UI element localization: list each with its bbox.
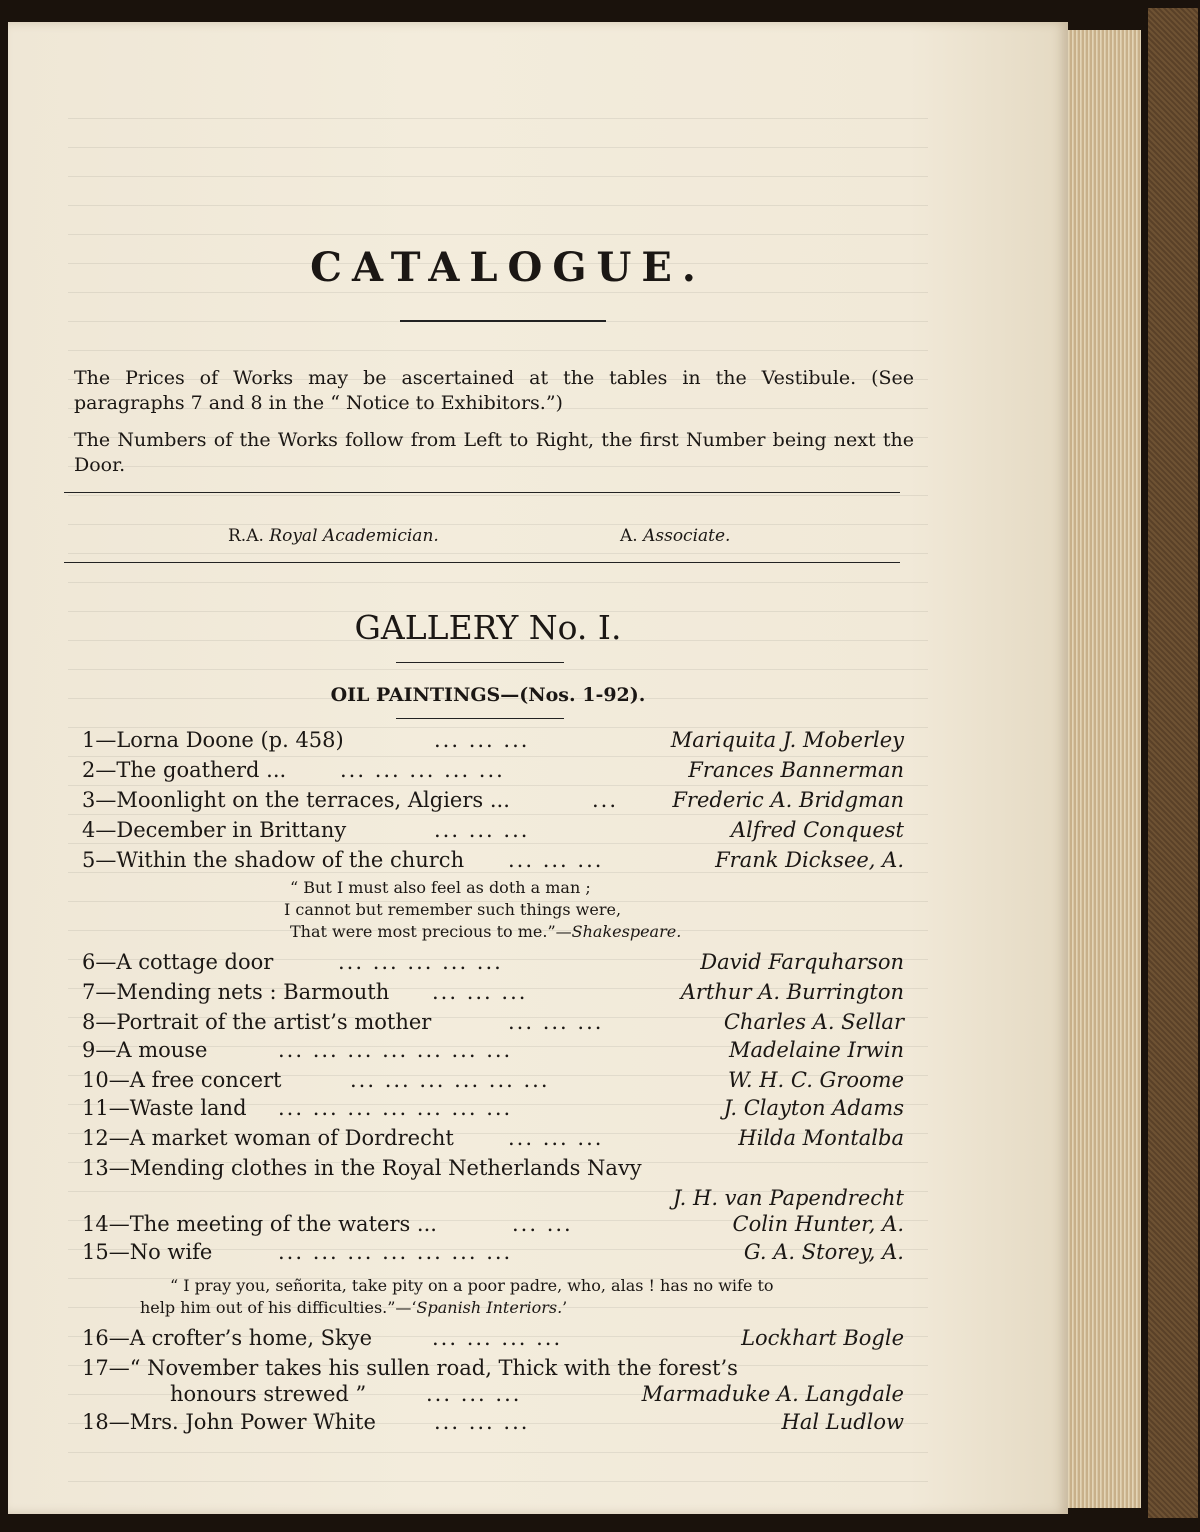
catalogue-entry [82, 1186, 904, 1214]
entry-artist: Frances Bannerman [688, 758, 904, 782]
entry-artist: Mariquita J. Moberley [670, 728, 904, 752]
gallery-heading: GALLERY No. I. [354, 608, 622, 647]
catalogue-entry [82, 818, 904, 846]
catalogue-entry [82, 1156, 904, 1184]
entry-title: 16—A crofter’s home, Skye [82, 1326, 373, 1350]
divider [400, 320, 606, 322]
entry-artist: Hal Ludlow [781, 1410, 904, 1434]
entry-artist: Frank Dicksee, A. [715, 848, 904, 872]
quote-text: That were most precious to me.”— [290, 922, 572, 941]
entry-title: 6—A cottage door [82, 950, 274, 974]
entry-title: 14—The meeting of the waters ... [82, 1212, 437, 1236]
leader-dots: ... ... ... ... ... ... ... [278, 1096, 513, 1120]
leader-dots: ... ... ... ... ... [340, 758, 505, 782]
leader-dots: ... ... ... ... [432, 1326, 563, 1350]
leader-dots: ... ... ... [508, 1126, 604, 1150]
quote-text: ’ [562, 1298, 568, 1317]
abbr-key: R.A. [228, 526, 264, 546]
entry-artist: Alfred Conquest [730, 818, 904, 842]
entry-artist: J. H. van Papendrecht [672, 1186, 904, 1210]
entry-artist: Colin Hunter, A. [732, 1212, 904, 1236]
leader-dots: ... ... ... ... ... [338, 950, 503, 974]
abbreviation-ra [228, 526, 439, 546]
abbr-value: Royal Academician. [269, 526, 439, 546]
entry-artist: Lockhart Bogle [741, 1326, 904, 1350]
catalogue-entry [82, 1068, 904, 1096]
quote-line: “ But I must also feel as doth a man ; [290, 878, 591, 897]
entry-artist: Marmaduke A. Langdale [641, 1382, 904, 1406]
entry-title: honours strewed ” [170, 1382, 367, 1406]
entry-title: 17—“ November takes his sullen road, Thick with the forest’s [82, 1356, 738, 1380]
catalogue-entry [82, 1038, 904, 1066]
page [8, 22, 1068, 1514]
catalogue-entry [82, 1356, 904, 1384]
leader-dots: ... ... ... ... ... ... ... [278, 1038, 513, 1062]
catalogue-entry [82, 950, 904, 978]
leader-dots: ... ... ... [434, 818, 530, 842]
entry-title: 12—A market woman of Dordrecht [82, 1126, 454, 1150]
leader-dots: ... ... ... [508, 848, 604, 872]
divider [64, 492, 900, 493]
catalogue-entry [82, 1212, 904, 1240]
divider [396, 662, 564, 663]
quote-source: Spanish Interiors. [416, 1298, 563, 1317]
entry-artist: Madelaine Irwin [728, 1038, 904, 1062]
divider [64, 562, 900, 563]
entry-artist: Arthur A. Burrington [680, 980, 904, 1004]
catalogue-entry [82, 758, 904, 786]
entry-title: 13—Mending clothes in the Royal Netherlands Navy [82, 1156, 642, 1180]
entry-artist: G. A. Storey, A. [743, 1240, 904, 1264]
leader-dots: ... ... ... [434, 1410, 530, 1434]
entry-title: 15—No wife [82, 1240, 213, 1264]
entry-title: 9—A mouse [82, 1038, 208, 1062]
entry-title: 11—Waste land [82, 1096, 247, 1120]
entry-artist: J. Clayton Adams [723, 1096, 904, 1120]
entry-title: 2—The goatherd ... [82, 758, 287, 782]
entry-title: 18—Mrs. John Power White [82, 1410, 376, 1434]
section-subtitle: OIL PAINTINGS—(Nos. 1-92). [330, 684, 646, 706]
abbr-key: A. [620, 526, 638, 546]
entry-title: 3—Moonlight on the terraces, Algiers ... [82, 788, 510, 812]
entry-artist: David Farquharson [700, 950, 904, 974]
leader-dots: ... ... ... [508, 1010, 604, 1034]
leader-dots: ... ... ... ... ... ... ... [278, 1240, 513, 1264]
catalogue-entry [82, 848, 904, 876]
leader-dots: ... ... ... ... ... ... [350, 1068, 550, 1092]
leader-dots: ... ... ... [426, 1382, 522, 1406]
catalogue-entry [82, 1096, 904, 1124]
entry-title: 10—A free concert [82, 1068, 282, 1092]
notice-prices: The Prices of Works may be ascertained at the tables in the Vestibule. (See paragraphs 7 and 8 in the “ Notice to Exhibitors.”) [74, 367, 914, 414]
entry-artist: Frederic A. Bridgman [672, 788, 904, 812]
catalogue-entry [82, 980, 904, 1008]
quote-line [290, 922, 681, 942]
page-title: CATALOGUE. [310, 244, 706, 291]
catalogue-entry [170, 1382, 904, 1410]
entry-artist: W. H. C. Groome [727, 1068, 904, 1092]
leader-dots: ... [592, 788, 619, 812]
notice-numbers: The Numbers of the Works follow from Left to Right, the first Number being next the Door. [74, 429, 914, 476]
quote-line [140, 1298, 567, 1318]
catalogue-entry [82, 1410, 904, 1438]
quote-line: I cannot but remember such things were, [284, 900, 622, 919]
quote-source: Shakespeare. [571, 922, 682, 941]
entry-artist: Charles A. Sellar [723, 1010, 904, 1034]
leader-dots: ... ... ... [432, 980, 528, 1004]
catalogue-entry [82, 1010, 904, 1038]
entry-title: 5—Within the shadow of the church [82, 848, 465, 872]
catalogue-entry [82, 1126, 904, 1154]
catalogue-entry [82, 1326, 904, 1354]
divider [396, 718, 564, 719]
abbreviation-a [620, 526, 730, 546]
catalogue-entry [82, 1240, 904, 1268]
quote-text: help him out of his difficulties.”—‘ [140, 1298, 417, 1317]
entry-title: 7—Mending nets : Barmouth [82, 980, 390, 1004]
quote-line: “ I pray you, señorita, take pity on a poor padre, who, alas ! has no wife to [170, 1276, 774, 1295]
book-board [1148, 8, 1198, 1518]
leader-dots: ... ... [512, 1212, 573, 1236]
entry-artist: Hilda Montalba [738, 1126, 904, 1150]
entry-title: 4—December in Brittany [82, 818, 347, 842]
abbr-value: Associate. [643, 526, 731, 546]
entry-title: 8—Portrait of the artist’s mother [82, 1010, 432, 1034]
leader-dots: ... ... ... [434, 728, 530, 752]
catalogue-entry [82, 788, 904, 816]
entry-title: 1—Lorna Doone (p. 458) [82, 728, 344, 752]
catalogue-entry [82, 728, 904, 756]
